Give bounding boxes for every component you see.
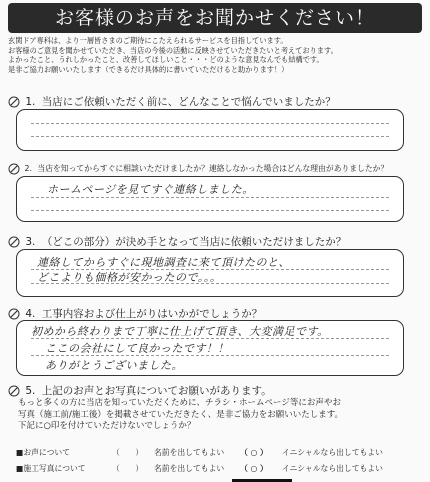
answer-box-4	[16, 320, 404, 376]
question-text: 当店にご依頼いただく前に、どんなことで悩んでいましたか？	[41, 96, 336, 108]
question-number: 4.	[25, 308, 36, 320]
intro-line: 玄関ドア専科は、より一層皆さまのご期待にこたえられるサービスを目指しています。	[8, 36, 288, 45]
intro-line: 是非ご協力お願いいたします（できるだけ具体的に書いていただけると助かります！）	[8, 64, 289, 74]
handwritten-answer: 連絡してからすぐに現地調査に来て頂けたのと、	[37, 256, 290, 269]
question-number: 5.	[25, 385, 36, 397]
section5-line: 写真（施工前/施工後）を掲載させていただきたく、是非ご協力をお願いいたします。	[18, 409, 344, 420]
handwritten-answer: 初めから終わりまで丁寧に仕上げて頂き、大変満足です。	[31, 325, 329, 338]
option-name: 名前を出してもよい	[154, 464, 225, 473]
question-2	[8, 163, 388, 175]
section5-text	[18, 398, 412, 433]
option-initials: イニシャルなら出してもよい	[282, 448, 383, 457]
handwritten-answer: ホームページを見てすぐ連絡しました。	[47, 183, 254, 196]
handwritten-answer: どこよりも価格が安かったので。。。	[37, 271, 222, 284]
question-text: （どこの部分）が決め手となって当店に依頼いただけましたか？	[41, 236, 347, 248]
question-3	[8, 234, 346, 249]
intro-line: お客様のご意見を聞かせていただき、当店の今後の活動に反映させていただきたいと考えております。	[8, 45, 338, 55]
answer-box-2	[16, 176, 404, 222]
handwritten-answer: ここの会社にして良かったです！！	[45, 342, 229, 355]
consent-label: ■施工写真について	[16, 464, 86, 473]
pencil-hand-icon	[8, 163, 20, 175]
question-text: 上記のお声とお写真についてお願いがあります。	[41, 385, 272, 397]
section5-line: 下記に○印を付けていただけないでしょうか？	[18, 421, 196, 431]
handwritten-answer: ありがとうございました。	[45, 359, 183, 372]
checkbox-initials[interactable]: （ ○ ）	[240, 448, 268, 457]
question-number: 2.	[24, 164, 32, 173]
intro-line: よかったこと、うれしかったこと、改善してほしいこと・・・どのような意見なんでも結構です。	[8, 55, 324, 65]
question-5	[8, 383, 272, 398]
answer-box-3	[16, 249, 404, 297]
question-4	[8, 306, 262, 321]
answer-box-1	[16, 109, 404, 151]
pencil-hand-icon	[8, 308, 20, 320]
consent-label: ■お声について	[16, 448, 70, 457]
question-number: 3.	[25, 236, 36, 248]
checkbox-initials[interactable]: （ ○ ）	[240, 464, 268, 473]
question-text: 工事内容および仕上がりはいかがでしょうか？	[41, 308, 263, 320]
pencil-hand-icon	[8, 96, 20, 108]
checkbox-name[interactable]: （ ）	[112, 464, 144, 473]
page-title: お客様のお声をお聞かせください！	[8, 3, 422, 33]
option-initials: イニシャルなら出してもよい	[282, 464, 383, 473]
intro-text	[8, 36, 424, 74]
question-text: 当店を知ってからすぐに相談いただけましたか？連絡しなかった場合はどんな理由がありましたか？	[37, 164, 389, 173]
option-name: 名前を出してもよい	[154, 448, 225, 457]
section5-line: もっと多くの方に当店を知っていただくために、チラシ・ホームページ等にお声やお	[18, 398, 341, 408]
checkbox-name[interactable]: （ ）	[112, 448, 144, 457]
question-number: 1.	[25, 96, 36, 108]
question-1	[8, 94, 336, 109]
pencil-hand-icon	[8, 236, 20, 248]
pencil-hand-icon	[8, 385, 20, 397]
